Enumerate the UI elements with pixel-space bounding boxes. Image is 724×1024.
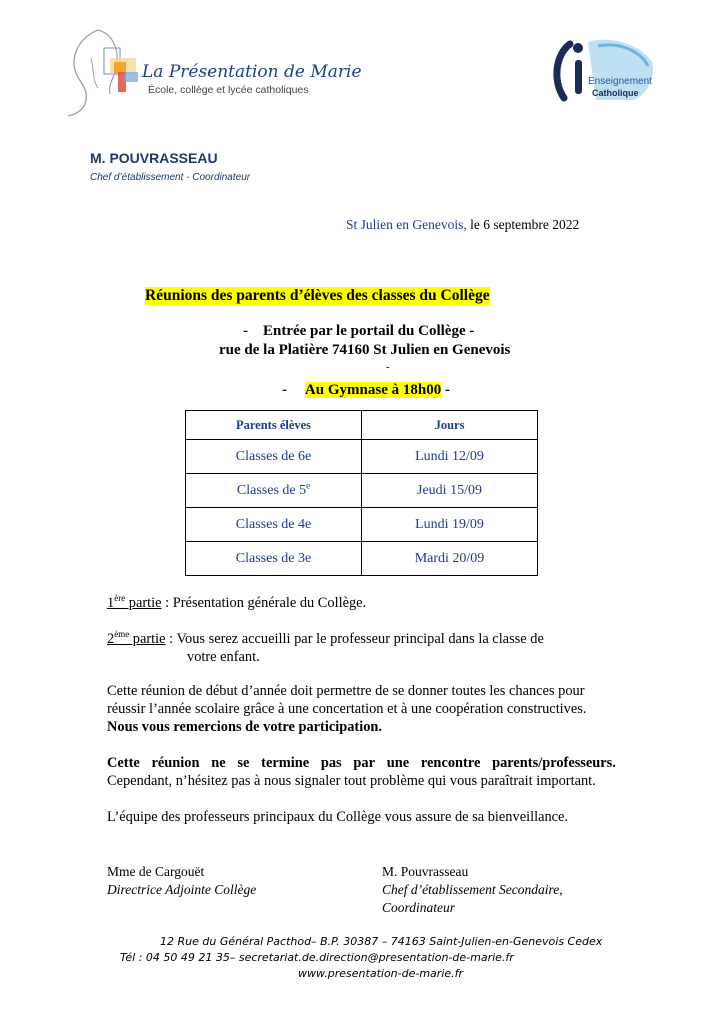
footer-website[interactable]: www.presentation-de-marie.fr [298,967,464,980]
table-row [186,440,538,474]
table-row [186,542,538,576]
gym-prefix: - [282,382,305,398]
footer-contact: Tél : 04 50 49 21 35– secretariat.de.direction@presentation-de-marie.fr [120,951,514,964]
signatory-left-role: Directrice Adjointe Collège [107,882,257,897]
gym-suffix: - [441,382,450,398]
author-role: Chef d’établissement - Coordinateur [90,172,251,183]
logo-title: La Présentation de Marie [142,62,362,82]
signatory-right-role: Chef d’établissement Secondaire, [382,882,563,897]
entry-line-2: rue de la Platière 74160 St Julien en Genevois [219,342,511,358]
part-2-word: partie [129,631,166,647]
date-line [346,217,579,233]
notice-line-1 [107,754,616,772]
class-cell [186,474,362,508]
entry-line-1: - Entrée par le portail du Collège - [243,323,475,339]
notice-word: parents/professeurs. [492,755,616,771]
class-sup: e [306,479,311,490]
separator-dash: - [386,361,390,373]
notice-word: réunion [151,755,200,771]
closing-line: L’équipe des professeurs principaux du Collège vous assure de sa bienveillance. [107,809,569,825]
part-1-number: 1 [107,595,115,611]
logo-line-enseignement: Enseignement [588,76,652,87]
part-2-text: : Vous serez accueilli par le professeur principal dans la classe de [165,631,544,647]
part-1-label [107,595,162,611]
signatory-left-name: Mme de Cargouët [107,864,205,879]
meeting-purpose-line-1: Cette réunion de début d’année doit permettre de se donner toutes les chances pour [107,683,585,699]
class-base: Classes de 5 [236,482,307,498]
table-header-row [186,411,538,440]
notice-word: une [386,755,410,771]
notice-line-2: Cependant, n’hésitez pas à nous signaler tout problème qui vous paraîtrait important. [107,773,596,789]
date-city: St Julien en Genevois, [346,217,467,232]
notice-word: termine [261,755,310,771]
table-row [186,474,538,508]
date-text: le 6 septembre 2022 [466,217,580,232]
thanks-line: Nous vous remercions de votre participation. [107,719,383,735]
part-1-ordinal: ère [114,593,126,604]
signatory-right-name: M. Pouvrasseau [382,864,469,879]
notice-word: ne [211,755,226,771]
notice-word: rencontre [420,755,481,771]
notice-word: Cette [107,755,140,771]
class-cell: Classes de 3e [186,542,362,576]
logo-line-catholique: Catholique [592,88,639,98]
notice-word: par [353,755,376,771]
gym-location: Au Gymnase à 18h00 [304,382,442,398]
virgin-silhouette-icon [58,28,148,118]
meeting-purpose-line-2: réussir l’année scolaire grâce à une concertation et à une coopération constructives. [107,701,587,717]
enseignement-catholique-icon [548,36,658,114]
table-row [186,508,538,542]
class-cell: Classes de 4e [186,508,362,542]
day-cell: Lundi 19/09 [362,508,538,542]
part-2-ordinal: ème [114,629,130,640]
schedule-table [185,410,538,576]
document-title: Réunions des parents d’élèves des classes du Collège [145,287,490,304]
part-1-text: : Présentation générale du Collège. [161,595,367,611]
class-cell: Classes de 6e [186,440,362,474]
author-name: M. POUVRASSEAU [90,150,218,166]
day-cell: Mardi 20/09 [362,542,538,576]
part-2-label [107,631,166,647]
signatory-right-role-2: Coordinateur [382,900,456,915]
enseignement-catholique-logo [548,36,658,114]
part-2-paragraph [107,630,544,648]
part-1-paragraph [107,594,366,612]
column-header-parents: Parents élèves [186,411,362,440]
part-2-number: 2 [107,631,115,647]
day-cell: Jeudi 15/09 [362,474,538,508]
gym-line [282,382,450,399]
column-header-jours: Jours [362,411,538,440]
notice-word: pas [320,755,342,771]
notice-word: se [237,755,250,771]
school-logo [58,28,362,118]
logo-subtitle: École, collège et lycée catholiques [148,84,309,96]
part-2-continuation: votre enfant. [187,649,260,665]
footer-address: 12 Rue du Général Pacthod– B.P. 30387 – 74163 Saint-Julien-en-Genevois Cedex [160,935,603,948]
day-cell: Lundi 12/09 [362,440,538,474]
part-1-word: partie [125,595,162,611]
